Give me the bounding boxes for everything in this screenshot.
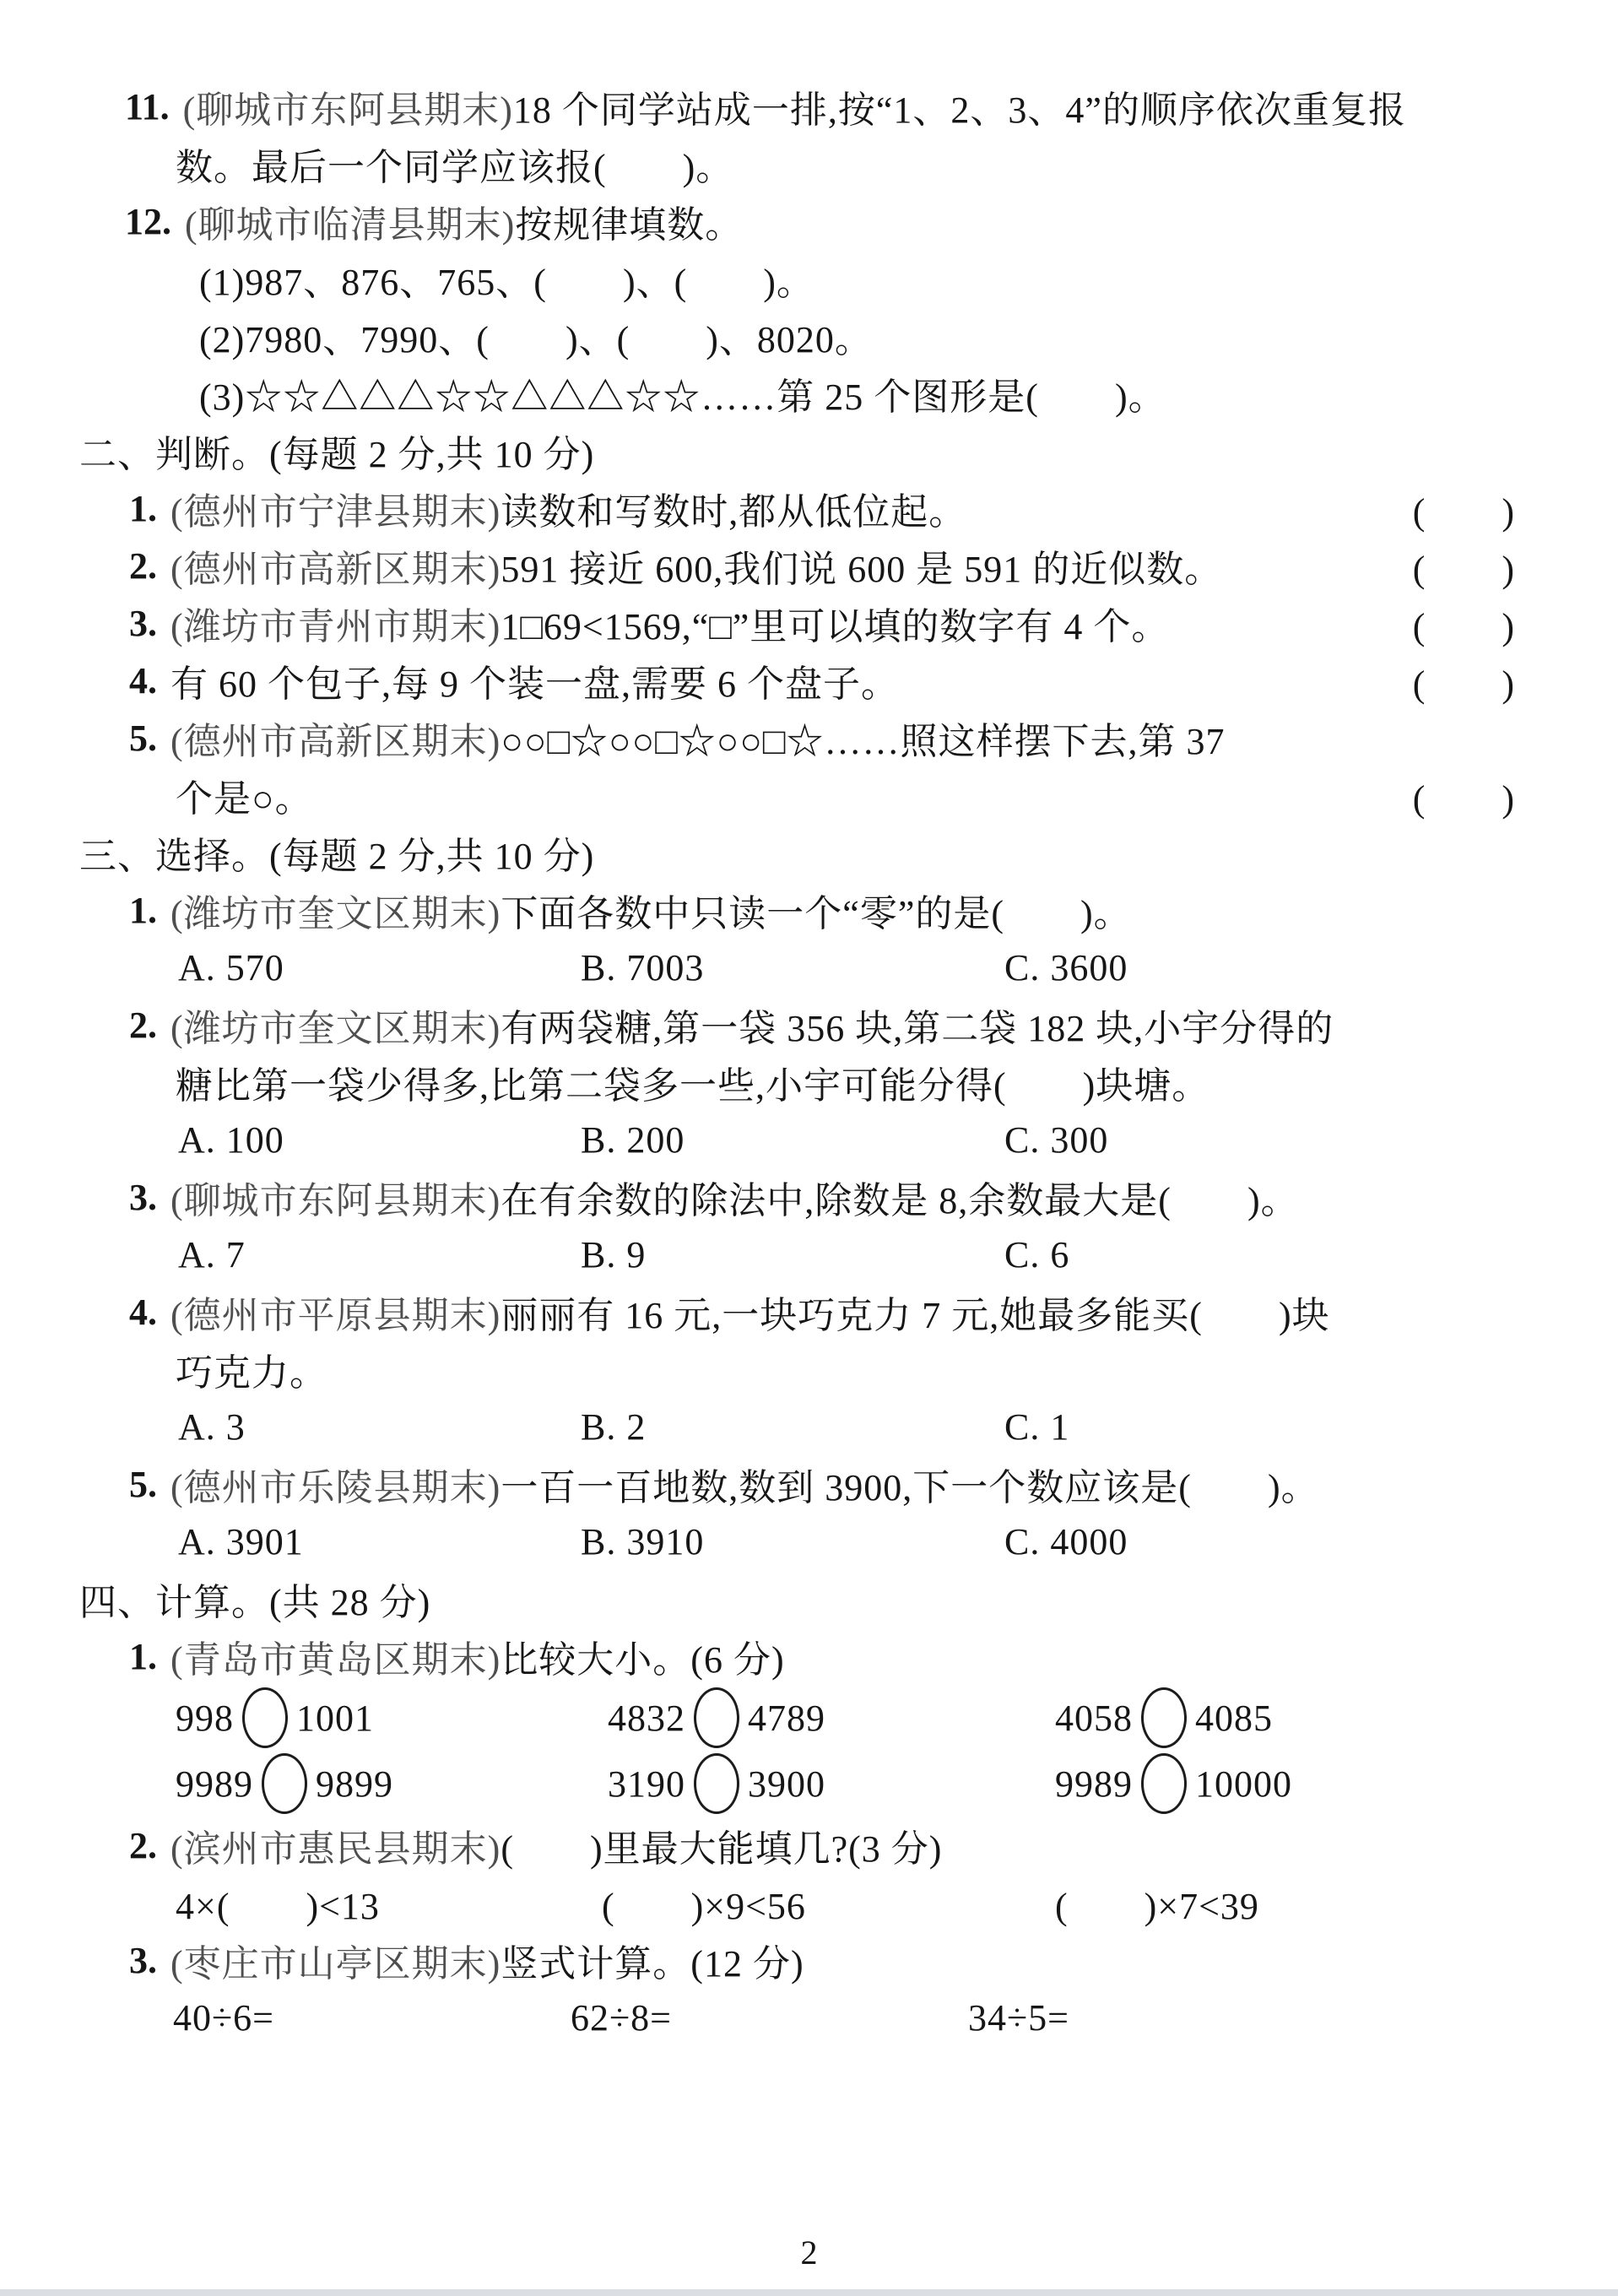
question-11 [0,78,1618,135]
judge-question-5 [0,709,1618,766]
choice-options [0,1111,1618,1168]
judge-question-3 [0,594,1618,652]
question-source: (聊城市东阿县期末) [182,89,513,131]
choice-options [0,939,1618,996]
division-item: 34÷5= [968,1996,1069,2039]
option-a: A. 100 [178,1118,284,1161]
fill-max-row [0,1874,1618,1931]
option-a: A. 7 [178,1233,246,1275]
option-b: B. 7003 [581,946,705,988]
choice-options [0,1226,1618,1283]
section-2-header [0,422,1618,479]
question-source: (潍坊市青州市期末) [170,606,501,647]
choice-question-5 [0,1455,1618,1513]
option-a: A. 570 [178,946,284,988]
compare-right: 3900 [748,1763,825,1805]
compare-right: 9899 [316,1763,393,1805]
question-source: (德州市宁津县期末) [170,491,501,533]
question-source: (德州市高新区期末) [170,721,501,762]
question-source: (德州市高新区期末) [170,549,501,590]
question-number: 2. [129,544,157,587]
question-12 [0,192,1618,250]
comparison-row-2 [0,1751,1618,1817]
section-header-text: 三、选择。(每题 2 分,共 10 分) [79,836,595,877]
question-text: 591 接近 600,我们说 600 是 591 的近似数。 [501,549,1223,590]
choice-question-2 [0,996,1618,1053]
question-source: (滨州市惠民县期末) [170,1828,501,1870]
question-source: (聊城市临清县期末) [185,204,516,246]
compare-right: 4789 [748,1697,825,1739]
judge-question-1 [0,479,1618,537]
comparison-item [608,1687,1055,1748]
question-source: (潍坊市奎文区期末) [170,1008,501,1049]
question-source: (青岛市黄岛区期末) [170,1639,501,1681]
subitem-text: (3)☆☆△△△☆☆△△△☆☆……第 25 个图形是( )。 [199,376,1166,418]
answer-bracket: ( ) [1412,778,1515,820]
compare-left: 3190 [608,1763,685,1805]
comparison-item [176,1753,608,1814]
question-text: 在有余数的除法中,除数是 8,余数最大是( )。 [501,1180,1299,1221]
compare-left: 998 [176,1697,234,1739]
division-item: 40÷6= [173,1996,274,2039]
page-number: 2 [800,2234,818,2272]
comparison-circle [262,1753,307,1814]
choice-options [0,1398,1618,1455]
answer-bracket: ( ) [1412,491,1515,533]
judge-question-5-continuation [0,766,1618,824]
question-text: 巧克力。 [176,1352,327,1394]
option-c: C. 4000 [1004,1520,1128,1562]
calc-question-3 [0,1931,1618,1989]
question-source: (聊城市东阿县期末) [170,1180,501,1221]
choice-options [0,1513,1618,1570]
question-number: 1. [129,889,157,931]
compare-right: 1001 [296,1697,374,1739]
section-header-text: 二、判断。(每题 2 分,共 10 分) [79,434,595,475]
compare-left: 9989 [1055,1763,1133,1805]
subitem-text: (1)987、876、765、( )、( )。 [199,262,814,303]
choice-question-2-continuation [0,1053,1618,1111]
question-number: 2. [129,1004,157,1046]
question-text: 个是○。 [176,778,313,820]
section-header-text: 四、计算。(共 28 分) [79,1582,431,1623]
choice-question-4 [0,1283,1618,1340]
option-a: A. 3 [178,1405,246,1448]
comparison-circle [1141,1687,1187,1748]
option-c: C. 6 [1004,1233,1070,1275]
question-text: ( )里最大能填几?(3 分) [501,1828,943,1870]
question-text: ○○□☆○○□☆○○□☆……照这样摆下去,第 37 [501,721,1226,762]
question-number: 1. [129,487,157,529]
question-text: 竖式计算。(12 分) [501,1943,804,1985]
choice-question-3 [0,1168,1618,1226]
question-text: 读数和写数时,都从低位起。 [501,491,967,533]
option-b: B. 3910 [581,1520,705,1562]
question-source: (枣庄市山亭区期末) [170,1943,501,1985]
compare-left: 4058 [1055,1697,1133,1739]
question-source: (德州市乐陵县期末) [170,1467,501,1508]
question-number: 3. [129,602,157,644]
subitem-text: (2)7980、7990、( )、( )、8020。 [199,319,873,360]
comparison-circle [694,1753,739,1814]
calc-question-2 [0,1817,1618,1874]
question-text: 下面各数中只读一个“零”的是( )。 [501,893,1132,934]
section-4-header [0,1570,1618,1627]
question-12-subitem-1 [0,250,1618,307]
comparison-item [1055,1687,1273,1748]
judge-question-4 [0,652,1618,709]
comparison-item [176,1687,608,1748]
question-text: 1□69<1569,“□”里可以填的数字有 4 个。 [501,606,1170,647]
question-12-subitem-3 [0,365,1618,422]
comparison-circle [242,1687,288,1748]
question-number: 2. [129,1824,157,1866]
question-number: 4. [129,659,157,701]
division-item: 62÷8= [571,1996,672,2039]
answer-bracket: ( ) [1412,549,1515,590]
question-number: 3. [129,1176,157,1218]
compare-right: 10000 [1195,1763,1292,1805]
question-11-continuation [0,135,1618,192]
question-text: 有 60 个包子,每 9 个装一盘,需要 6 个盘子。 [170,663,899,705]
question-text: 丽丽有 16 元,一块巧克力 7 元,她最多能买( )块 [501,1295,1330,1336]
option-b: B. 9 [581,1233,647,1275]
answer-bracket: ( ) [1412,606,1515,647]
comparison-circle [1141,1753,1187,1814]
question-source: (潍坊市奎文区期末) [170,893,501,934]
comparison-circle [694,1687,739,1748]
compare-right: 4085 [1195,1697,1273,1739]
inequality-item: 4×( )<13 [176,1886,380,1927]
question-text: 按规律填数。 [515,204,744,246]
inequality-item: ( )×9<56 [602,1886,806,1927]
question-text: 一百一百地数,数到 3900,下一个数应该是( )。 [501,1467,1319,1508]
option-b: B. 200 [581,1118,685,1161]
choice-question-4-continuation [0,1340,1618,1398]
calc-question-1 [0,1627,1618,1685]
question-number: 12. [125,200,171,242]
answer-bracket: ( ) [1412,663,1515,705]
comparison-row-1 [0,1685,1618,1751]
option-a: A. 3901 [178,1520,304,1562]
question-number: 5. [129,717,157,759]
option-c: C. 3600 [1004,946,1128,988]
comparison-item [1055,1753,1292,1814]
question-number: 3. [129,1939,157,1981]
option-b: B. 2 [581,1405,647,1448]
question-source: (德州市平原县期末) [170,1295,501,1336]
question-number: 11. [125,85,170,127]
question-text: 比较大小。(6 分) [501,1639,785,1681]
question-text: 糖比第一袋少得多,比第二袋多一些,小宇可能分得( )块塘。 [176,1065,1210,1107]
exam-page [0,78,1618,2046]
question-text: 有两袋糖,第一袋 356 块,第二袋 182 块,小宇分得的 [501,1008,1334,1049]
option-c: C. 1 [1004,1405,1070,1448]
inequality-item: ( )×7<39 [1055,1886,1259,1927]
judge-question-2 [0,537,1618,594]
scan-edge-strip [0,2289,1618,2296]
choice-question-1 [0,881,1618,939]
question-number: 4. [129,1291,157,1333]
compare-left: 4832 [608,1697,685,1739]
option-c: C. 300 [1004,1118,1109,1161]
question-number: 5. [129,1463,157,1505]
question-text: 数。最后一个同学应该报( )。 [176,147,734,188]
compare-left: 9989 [176,1763,253,1805]
section-3-header [0,824,1618,881]
question-12-subitem-2 [0,307,1618,365]
question-number: 1. [129,1635,157,1677]
division-row [0,1989,1618,2046]
comparison-item [608,1753,1055,1814]
question-text: 18 个同学站成一排,按“1、2、3、4”的顺序依次重复报 [512,89,1406,131]
